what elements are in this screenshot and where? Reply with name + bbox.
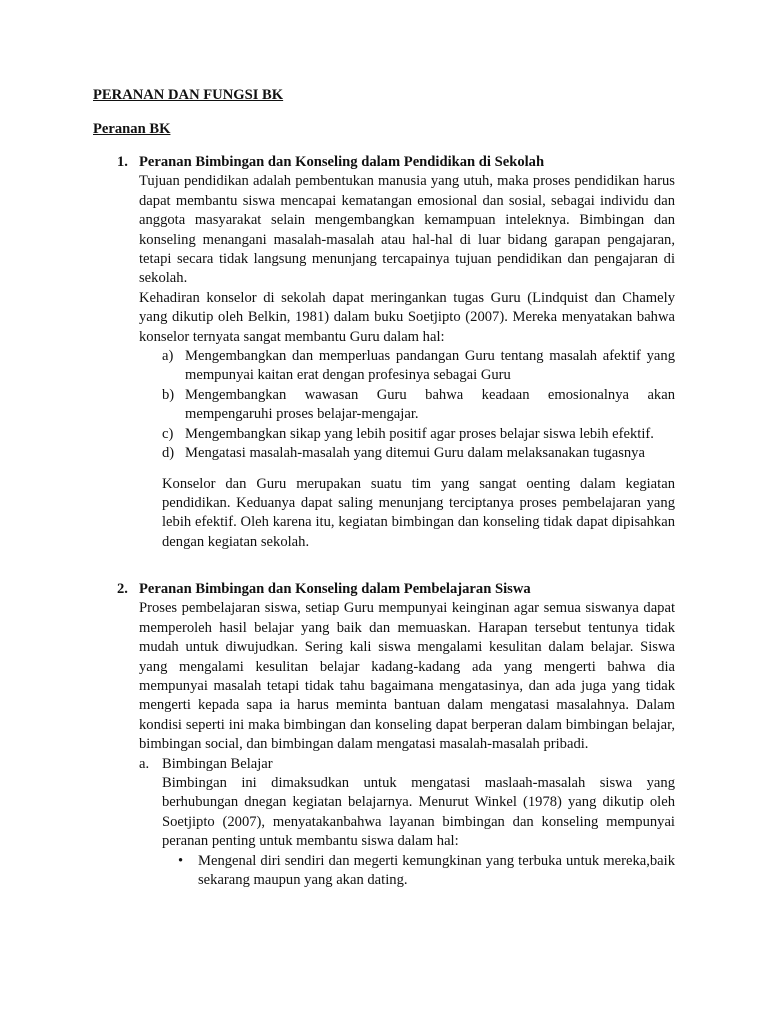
section-2-heading-row bbox=[93, 580, 675, 599]
list-item bbox=[139, 347, 675, 386]
section-1-heading-row bbox=[93, 153, 675, 172]
list-item-label: a) bbox=[162, 348, 174, 365]
list-item bbox=[139, 425, 675, 444]
bullet-text: Mengenal diri sendiri dan megerti kemungkinan yang terbuka untuk mereka,baik sekarang maupun yang akan dating. bbox=[198, 852, 675, 889]
section-1-number: 1. bbox=[117, 154, 128, 170]
bullet-glyph: • bbox=[178, 852, 184, 869]
section-1-paragraph-3: Konselor dan Guru merupakan suatu tim yang sangat oenting dalam kegiatan pendidikan. Keduanya dapat saling menunjang terciptanya proses pembelajaran yang lebih efektif. Oleh karena itu, kegiatan bimbingan dan konseling tidak dapat dipisahkan dengan kegiatan sekolah. bbox=[162, 475, 675, 550]
list-item-text: Mengatasi masalah-masalah yang ditemui Guru dalam melaksanakan tugasnya bbox=[185, 445, 645, 462]
list-item bbox=[139, 444, 675, 463]
section-2-paragraph-1: Proses pembelajaran siswa, setiap Guru mempunyai keinginan agar semua siswanya dapat memperoleh hasil belajar yang baik dan memuaskan. Harapan tersebut tentunya tidak mudah untuk diwujudkan. Sering kali siswa mengalami kesulitan dalam belajar. Siswa yang mengalami kesulitan belajar kadang-kadang ada yang mengerti bahwa dia mempunyai masalah tetapi tidak tahu bagaimana mengatasinya, dan ada juga yang tidak mengerti kepada sapa ia harus meminta bantuan dalam mengatasi masalahnya. Dalam kondisi seperti ini maka bimbingan dan konseling dapat berperan dalam bimbingan belajar, bimbingan social, dan bimbingan dalam mengatasi masalah-masalah pribadi. bbox=[139, 600, 675, 753]
subsection-a-heading: Bimbingan Belajar bbox=[162, 755, 273, 772]
list-item-label: d) bbox=[162, 445, 175, 462]
bullet-item bbox=[162, 852, 675, 891]
list-item-text: Mengembangkan wawasan Guru bahwa keadaan emosionalnya akan mempengaruhi proses belajar-mengajar. bbox=[185, 386, 675, 423]
list-item-text: Mengembangkan dan memperluas pandangan Guru tentang masalah afektif yang mempunyai kaitan erat dengan profesinya sebagai Guru bbox=[185, 348, 675, 384]
list-item bbox=[139, 386, 675, 425]
section-2-number: 2. bbox=[117, 581, 128, 597]
section-subtitle: Peranan BK bbox=[93, 121, 171, 137]
list-item-label: b) bbox=[162, 386, 175, 403]
bullet-list bbox=[162, 852, 675, 891]
section-2-heading: Peranan Bimbingan dan Konseling dalam Pembelajaran Siswa bbox=[139, 581, 531, 597]
subsection-a bbox=[139, 755, 675, 891]
section-1-paragraph-2: Kehadiran konselor di sekolah dapat meringankan tugas Guru (Lindquist dan Chamely yang dikutip oleh Belkin, 1981) dalam buku Soetjipto (2007). Mereka menyatakan bahwa konselor ternyata sangat membantu Guru dalam hal: bbox=[139, 289, 675, 345]
document-title: PERANAN DAN FUNGSI BK bbox=[93, 87, 284, 103]
list-item-label: c) bbox=[162, 425, 174, 442]
subsection-a-heading-row bbox=[139, 755, 675, 774]
section-1-heading: Peranan Bimbingan dan Konseling dalam Pendidikan di Sekolah bbox=[139, 154, 545, 170]
section-1-paragraph-1: Tujuan pendidikan adalah pembentukan manusia yang utuh, maka proses pendidikan harus dapat membantu siswa mencapai kematangan emosional dan sosial, sebagai individu dan anggota masyarakat selain mengembangkan kemampuan inteleknya. Bimbingan dan konseling menangani masalah-masalah atau hal-hal di luar bidang garapan pengajaran, tetapi secara tidak langsung menunjang tercapainya tujuan pendidikan dan pengajaran di sekolah. bbox=[139, 173, 675, 287]
section-1-list bbox=[139, 347, 675, 463]
subsection-a-paragraph: Bimbingan ini dimaksudkan untuk mengatasi maslaah-masalah siswa yang berhubungan dnegan kegiatan belajarnya. Menurut Winkel (1978) yang dikutip oleh Soetjipto (2007), menyatakanbahwa layanan bimbingan dan konseling mempunyai peranan penting untuk membantu siswa dalam hal: bbox=[162, 775, 675, 850]
subsection-a-label: a. bbox=[139, 755, 150, 772]
section-1 bbox=[93, 153, 675, 552]
section-2 bbox=[93, 580, 675, 891]
list-item-text: Mengembangkan sikap yang lebih positif agar proses belajar siswa lebih efektif. bbox=[185, 425, 654, 442]
